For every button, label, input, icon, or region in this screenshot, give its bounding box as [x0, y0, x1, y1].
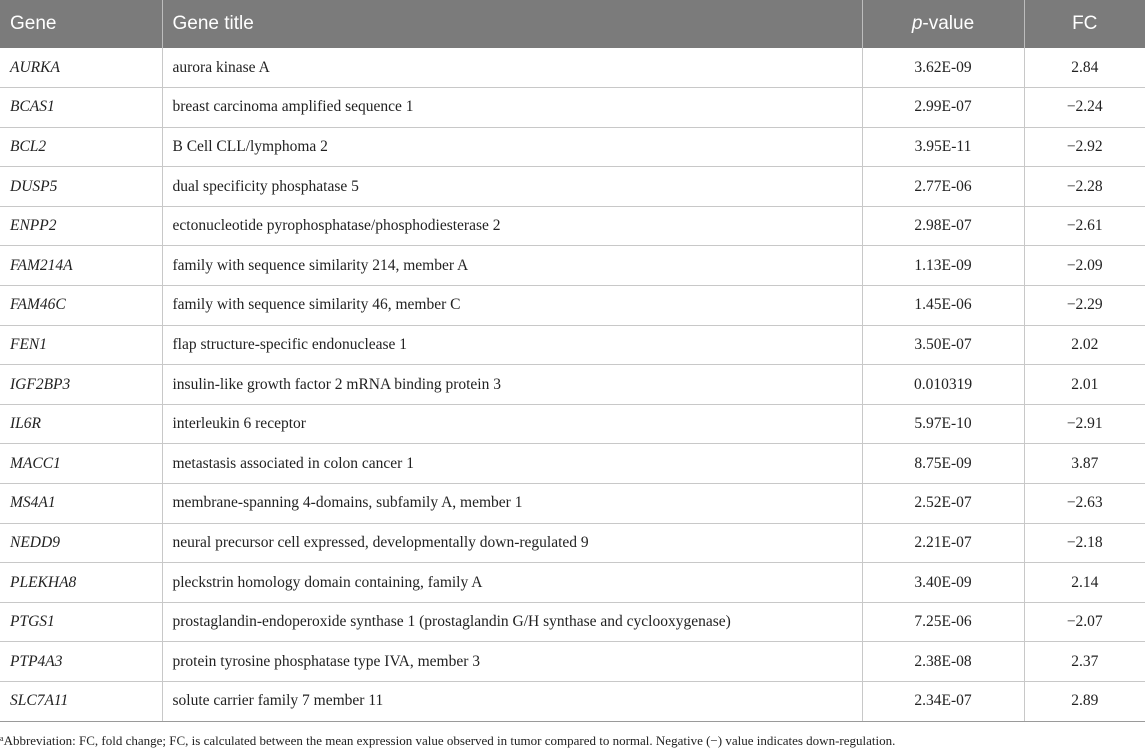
table-row	[0, 246, 1145, 286]
cell-p-value: 3.40E-09	[862, 563, 1024, 603]
cell-fc: 2.02	[1024, 325, 1145, 365]
header-row	[0, 0, 1145, 48]
cell-gene-title: metastasis associated in colon cancer 1	[162, 444, 862, 484]
cell-fc: −2.09	[1024, 246, 1145, 286]
cell-gene: FEN1	[0, 325, 162, 365]
cell-fc: −2.61	[1024, 206, 1145, 246]
cell-fc: 2.14	[1024, 563, 1145, 603]
cell-p-value: 3.50E-07	[862, 325, 1024, 365]
cell-gene-title: family with sequence similarity 214, member A	[162, 246, 862, 286]
cell-fc: 2.84	[1024, 48, 1145, 88]
cell-p-value: 2.34E-07	[862, 682, 1024, 722]
cell-gene-title: family with sequence similarity 46, member C	[162, 286, 862, 326]
cell-gene: BCL2	[0, 127, 162, 167]
cell-gene-title: prostaglandin-endoperoxide synthase 1 (prostaglandin G/H synthase and cyclooxygenase)	[162, 602, 862, 642]
cell-p-value: 3.62E-09	[862, 48, 1024, 88]
header-gene: Gene	[10, 13, 57, 34]
cell-fc: 2.89	[1024, 682, 1145, 722]
table-row	[0, 563, 1145, 603]
cell-p-value: 0.010319	[862, 365, 1024, 405]
header-p-letter: p	[911, 13, 923, 34]
table-row	[0, 523, 1145, 563]
cell-p-value: 2.52E-07	[862, 484, 1024, 524]
cell-fc: −2.29	[1024, 286, 1145, 326]
cell-gene-title: neural precursor cell expressed, developmentally down-regulated 9	[162, 523, 862, 563]
cell-fc: −2.24	[1024, 88, 1145, 128]
cell-gene: PLEKHA8	[0, 563, 162, 603]
table-row	[0, 682, 1145, 722]
cell-fc: −2.91	[1024, 404, 1145, 444]
cell-gene-title: insulin-like growth factor 2 mRNA binding protein 3	[162, 365, 862, 405]
cell-gene: MACC1	[0, 444, 162, 484]
cell-fc: 2.37	[1024, 642, 1145, 682]
cell-fc: 3.87	[1024, 444, 1145, 484]
cell-gene-title: membrane-spanning 4-domains, subfamily A, member 1	[162, 484, 862, 524]
cell-fc: −2.18	[1024, 523, 1145, 563]
cell-gene-title: breast carcinoma amplified sequence 1	[162, 88, 862, 128]
header-fc: FC	[1024, 0, 1145, 48]
cell-gene: BCAS1	[0, 88, 162, 128]
cell-gene: IGF2BP3	[0, 365, 162, 405]
cell-p-value: 2.21E-07	[862, 523, 1024, 563]
table-row	[0, 48, 1145, 88]
cell-gene: SLC7A11	[0, 682, 162, 722]
cell-gene: FAM214A	[0, 246, 162, 286]
footnote-marker: a	[0, 734, 4, 743]
cell-gene: NEDD9	[0, 523, 162, 563]
table-row	[0, 167, 1145, 207]
cell-p-value: 2.77E-06	[862, 167, 1024, 207]
cell-gene: ENPP2	[0, 206, 162, 246]
cell-gene: AURKA	[0, 48, 162, 88]
footnote-text: Abbreviation: FC, fold change; FC, is calculated between the mean expression value observed in tumor compared to normal. Negative (−) value indicates down-regulation.	[3, 733, 896, 748]
cell-gene-title: solute carrier family 7 member 11	[162, 682, 862, 722]
cell-gene: PTP4A3	[0, 642, 162, 682]
cell-p-value: 5.97E-10	[862, 404, 1024, 444]
cell-gene-title: ectonucleotide pyrophosphatase/phosphodiesterase 2	[162, 206, 862, 246]
cell-gene-title: B Cell CLL/lymphoma 2	[162, 127, 862, 167]
cell-p-value: 1.45E-06	[862, 286, 1024, 326]
cell-gene-title: aurora kinase A	[162, 48, 862, 88]
cell-p-value: 2.98E-07	[862, 206, 1024, 246]
cell-gene: PTGS1	[0, 602, 162, 642]
header-p-suffix: -value	[922, 13, 975, 34]
table-row	[0, 88, 1145, 128]
cell-p-value: 2.99E-07	[862, 88, 1024, 128]
cell-gene-title: protein tyrosine phosphatase type IVA, member 3	[162, 642, 862, 682]
cell-gene-title: dual specificity phosphatase 5	[162, 167, 862, 207]
header-gene-title: Gene title	[162, 0, 862, 48]
cell-p-value: 7.25E-06	[862, 602, 1024, 642]
table-body	[0, 48, 1145, 721]
cell-gene-title: pleckstrin homology domain containing, family A	[162, 563, 862, 603]
table-footnote	[0, 731, 1145, 749]
table-row	[0, 127, 1145, 167]
table-row	[0, 404, 1145, 444]
table-header	[0, 0, 1145, 48]
cell-fc: −2.28	[1024, 167, 1145, 207]
table-row	[0, 325, 1145, 365]
cell-gene: IL6R	[0, 404, 162, 444]
table-row	[0, 642, 1145, 682]
cell-p-value: 8.75E-09	[862, 444, 1024, 484]
table-row	[0, 444, 1145, 484]
cell-p-value: 2.38E-08	[862, 642, 1024, 682]
table-row	[0, 602, 1145, 642]
table-row	[0, 365, 1145, 405]
table-row	[0, 286, 1145, 326]
cell-gene: DUSP5	[0, 167, 162, 207]
cell-p-value: 1.13E-09	[862, 246, 1024, 286]
table-row	[0, 484, 1145, 524]
cell-gene: MS4A1	[0, 484, 162, 524]
cell-gene-title: flap structure-specific endonuclease 1	[162, 325, 862, 365]
cell-fc: −2.92	[1024, 127, 1145, 167]
cell-fc: −2.63	[1024, 484, 1145, 524]
header-p-value	[862, 0, 1024, 48]
cell-fc: 2.01	[1024, 365, 1145, 405]
cell-p-value: 3.95E-11	[862, 127, 1024, 167]
table-row	[0, 206, 1145, 246]
cell-gene-title: interleukin 6 receptor	[162, 404, 862, 444]
cell-fc: −2.07	[1024, 602, 1145, 642]
cell-gene: FAM46C	[0, 286, 162, 326]
